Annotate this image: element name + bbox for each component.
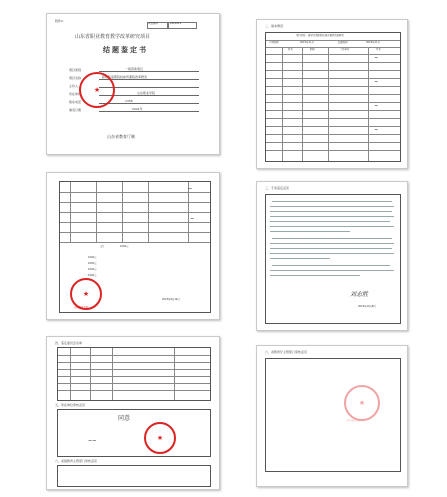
- red-seal: ★: [344, 385, 380, 421]
- field-value: 一般资助项目: [125, 67, 144, 71]
- funds-table: 合计 1000元 1000元 1000元 1000元 1000元 ★ 山东职业学院 2023年9月14日 ~ ~: [59, 181, 211, 313]
- signature: 刘志胜: [350, 291, 369, 298]
- field-label: 联系电话: [69, 100, 82, 104]
- red-seal: ★: [79, 72, 115, 108]
- members-table: 项目名称：新时代高职院校体育课程改革研究 立项时间 2021年11月 结题时间 2023年11月 姓名 职称 工作单位 签名 ~ ~ ~ ~: [265, 32, 401, 162]
- page-cover: [46, 13, 220, 155]
- field-value: 2021年: [132, 107, 143, 111]
- page-basic-info: [256, 19, 408, 169]
- page-provincial: 六、省教育厅主管部门审核意见 ★ 山东省教育厅: [256, 345, 408, 487]
- org-line: 山东省职业教育教学改革研究项目: [75, 34, 151, 40]
- field-label: 所在单位: [69, 92, 82, 96]
- date: 2023年10月8日: [358, 305, 376, 308]
- section-title: 六、省教育厅主管部门审核意见: [265, 350, 308, 354]
- number-label: 项目编号: [148, 22, 159, 25]
- date: 2023年9月14日: [162, 298, 180, 301]
- issuer: 山东省教育厅制: [107, 134, 135, 139]
- committee-table: [57, 347, 211, 401]
- header-tag: 附件2: [55, 19, 63, 23]
- field-value: 1356: [125, 99, 133, 103]
- section-title: 二、基本情况: [265, 24, 284, 28]
- section-title: 三、专家鉴定意见: [265, 186, 290, 190]
- section-title: 四、鉴定委员会名单: [55, 341, 83, 345]
- page-funds: [46, 172, 220, 320]
- page-expert-opinion: [256, 181, 408, 331]
- number-value: 2021011: [170, 22, 182, 25]
- table-title: 项目名称：新时代高职院校体育课程改革研究: [296, 34, 344, 37]
- red-seal: ★: [70, 278, 102, 310]
- section-title: 五、所在单位审核意见: [55, 403, 86, 407]
- field-label: 主持人: [69, 84, 79, 88]
- approve-text: 同意: [118, 415, 131, 422]
- section-title: 六、省级教育主管部门审核意见: [55, 459, 98, 463]
- field-label: 项目名称: [69, 76, 82, 80]
- red-seal: ★: [144, 422, 176, 454]
- field-label: 项目类别: [69, 68, 82, 72]
- field-value: 新时代高职院校体育课程改革研究: [102, 75, 148, 79]
- field-label: 填表日期: [69, 108, 82, 112]
- page-title: 结题鉴定书: [103, 46, 148, 54]
- page-committee: 四、鉴定委员会名单 五、所在单位审核意见 同意 ★ ~~ 六、省级教育主管部门审核意见: [46, 336, 220, 490]
- field-value: 山东职业学院: [137, 91, 156, 95]
- opinion-box: [265, 194, 401, 324]
